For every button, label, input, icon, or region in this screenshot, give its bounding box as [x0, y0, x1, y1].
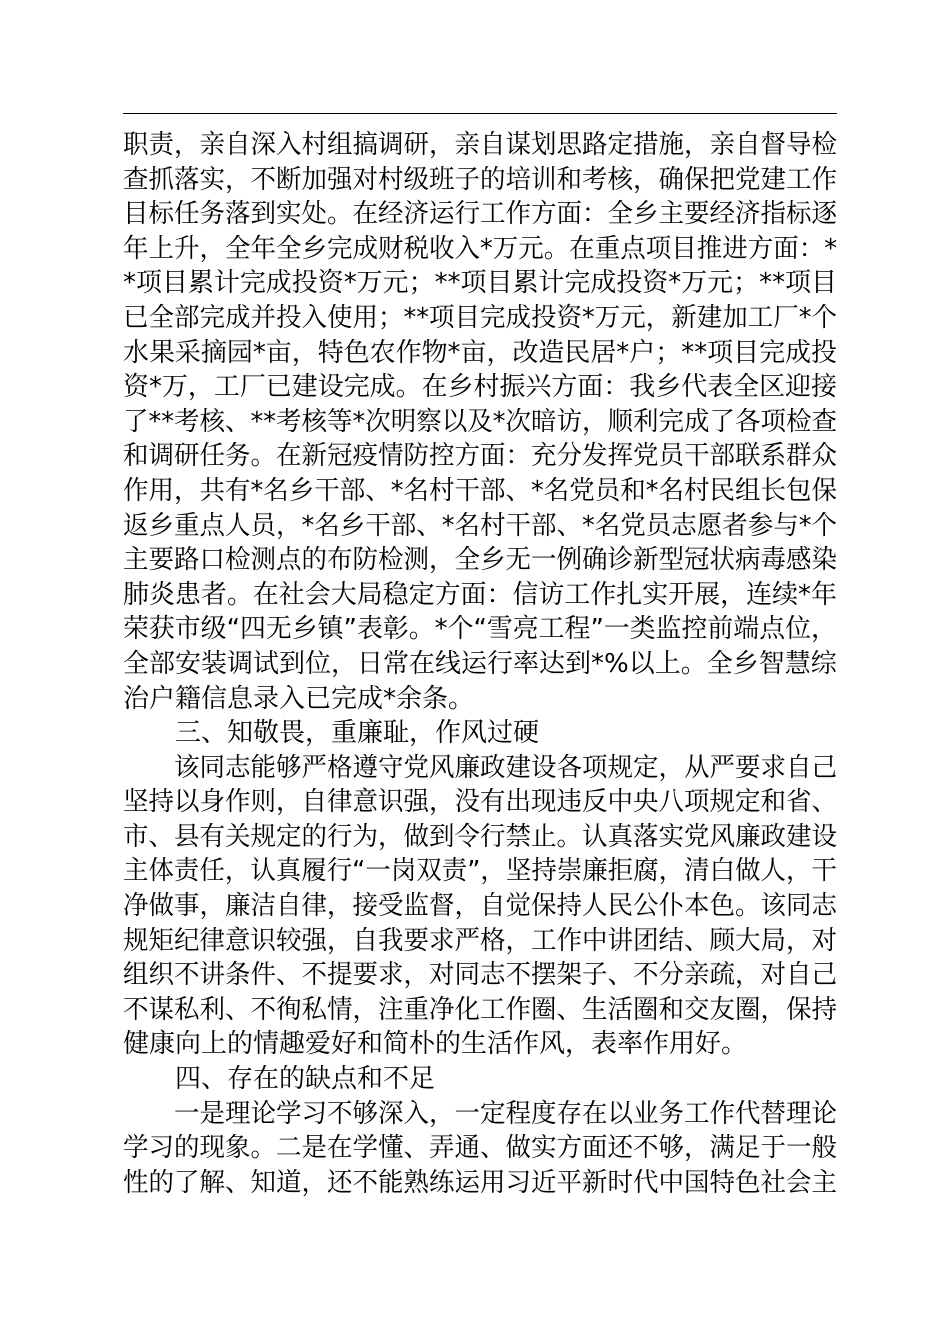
text-line: 主要路口检测点的布防检测，全乡无一例确诊新型冠状病毒感染 — [123, 545, 838, 576]
text-line: 资*万，工厂已建设完成。在乡村振兴方面：我乡代表全区迎接 — [123, 372, 838, 403]
document-body — [123, 128, 837, 1200]
text-line: 四、存在的缺点和不足 — [175, 1064, 436, 1095]
text-line: 规矩纪律意识较强，自我要求严格，工作中讲团结、顾大局，对 — [123, 925, 838, 956]
text-line: 水果采摘园*亩，特色农作物*亩，改造民居*户；**项目完成投 — [123, 337, 838, 368]
text-line: 作用，共有*名乡干部、*名村干部、*名党员和*名村民组长包保 — [123, 475, 838, 506]
text-line: 返乡重点人员，*名乡干部、*名村干部、*名党员志愿者参与*个 — [123, 510, 838, 541]
text-line: 查抓落实，不断加强对村级班子的培训和考核，确保把党建工作 — [123, 164, 838, 195]
text-line: 全部安装调试到位，日常在线运行率达到*%以上。全乡智慧综 — [123, 648, 837, 679]
text-line: *项目累计完成投资*万元；**项目累计完成投资*万元；**项目 — [123, 268, 838, 299]
text-line: 三、知敬畏，重廉耻，作风过硬 — [175, 718, 540, 749]
header-rule — [123, 113, 837, 114]
text-line: 主体责任，认真履行“一岗双责”，坚持崇廉拒腐，清白做人，干 — [123, 856, 837, 887]
text-line: 已全部完成并投入使用；**项目完成投资*万元，新建加工厂*个 — [123, 302, 838, 333]
text-line: 学习的现象。二是在学懂、弄通、做实方面还不够，满足于一般 — [123, 1133, 838, 1164]
text-line: 肺炎患者。在社会大局稳定方面：信访工作扎实开展，连续*年 — [123, 579, 838, 610]
text-line: 不谋私利、不徇私情，注重净化工作圈、生活圈和交友圈，保持 — [123, 994, 838, 1025]
text-line: 治户籍信息录入已完成*余条。 — [123, 683, 475, 714]
text-line: 健康向上的情趣爱好和简朴的生活作风，表率作用好。 — [123, 1029, 748, 1060]
text-line: 目标任务落到实处。在经济运行工作方面：全乡主要经济指标逐 — [123, 199, 838, 230]
text-line: 组织不讲条件、不提要求，对同志不摆架子、不分亲疏，对自己 — [123, 960, 838, 991]
text-line: 年上升，全年全乡完成财税收入*万元。在重点项目推进方面：* — [123, 233, 838, 264]
text-line: 了**考核、**考核等*次明察以及*次暗访，顺利完成了各项检查 — [123, 406, 838, 437]
text-line: 性的了解、知道，还不能熟练运用习近平新时代中国特色社会主 — [123, 1167, 838, 1198]
text-line: 市、县有关规定的行为，做到令行禁止。认真落实党风廉政建设 — [123, 821, 838, 852]
text-line: 一是理论学习不够深入，一定程度存在以业务工作代替理论 — [174, 1098, 838, 1129]
text-line: 净做事，廉洁自律，接受监督，自觉保持人民公仆本色。该同志 — [123, 891, 838, 922]
text-line: 该同志能够严格遵守党风廉政建设各项规定，从严要求自己 — [174, 752, 838, 783]
text-line: 和调研任务。在新冠疫情防控方面：充分发挥党员干部联系群众 — [123, 441, 838, 472]
text-line: 坚持以身作则，自律意识强，没有出现违反中央八项规定和省、 — [123, 787, 838, 818]
text-line: 荣获市级“四无乡镇”表彰。*个“雪亮工程”一类监控前端点位， — [123, 614, 837, 645]
text-line: 职责，亲自深入村组搞调研，亲自谋划思路定措施，亲自督导检 — [123, 130, 838, 160]
